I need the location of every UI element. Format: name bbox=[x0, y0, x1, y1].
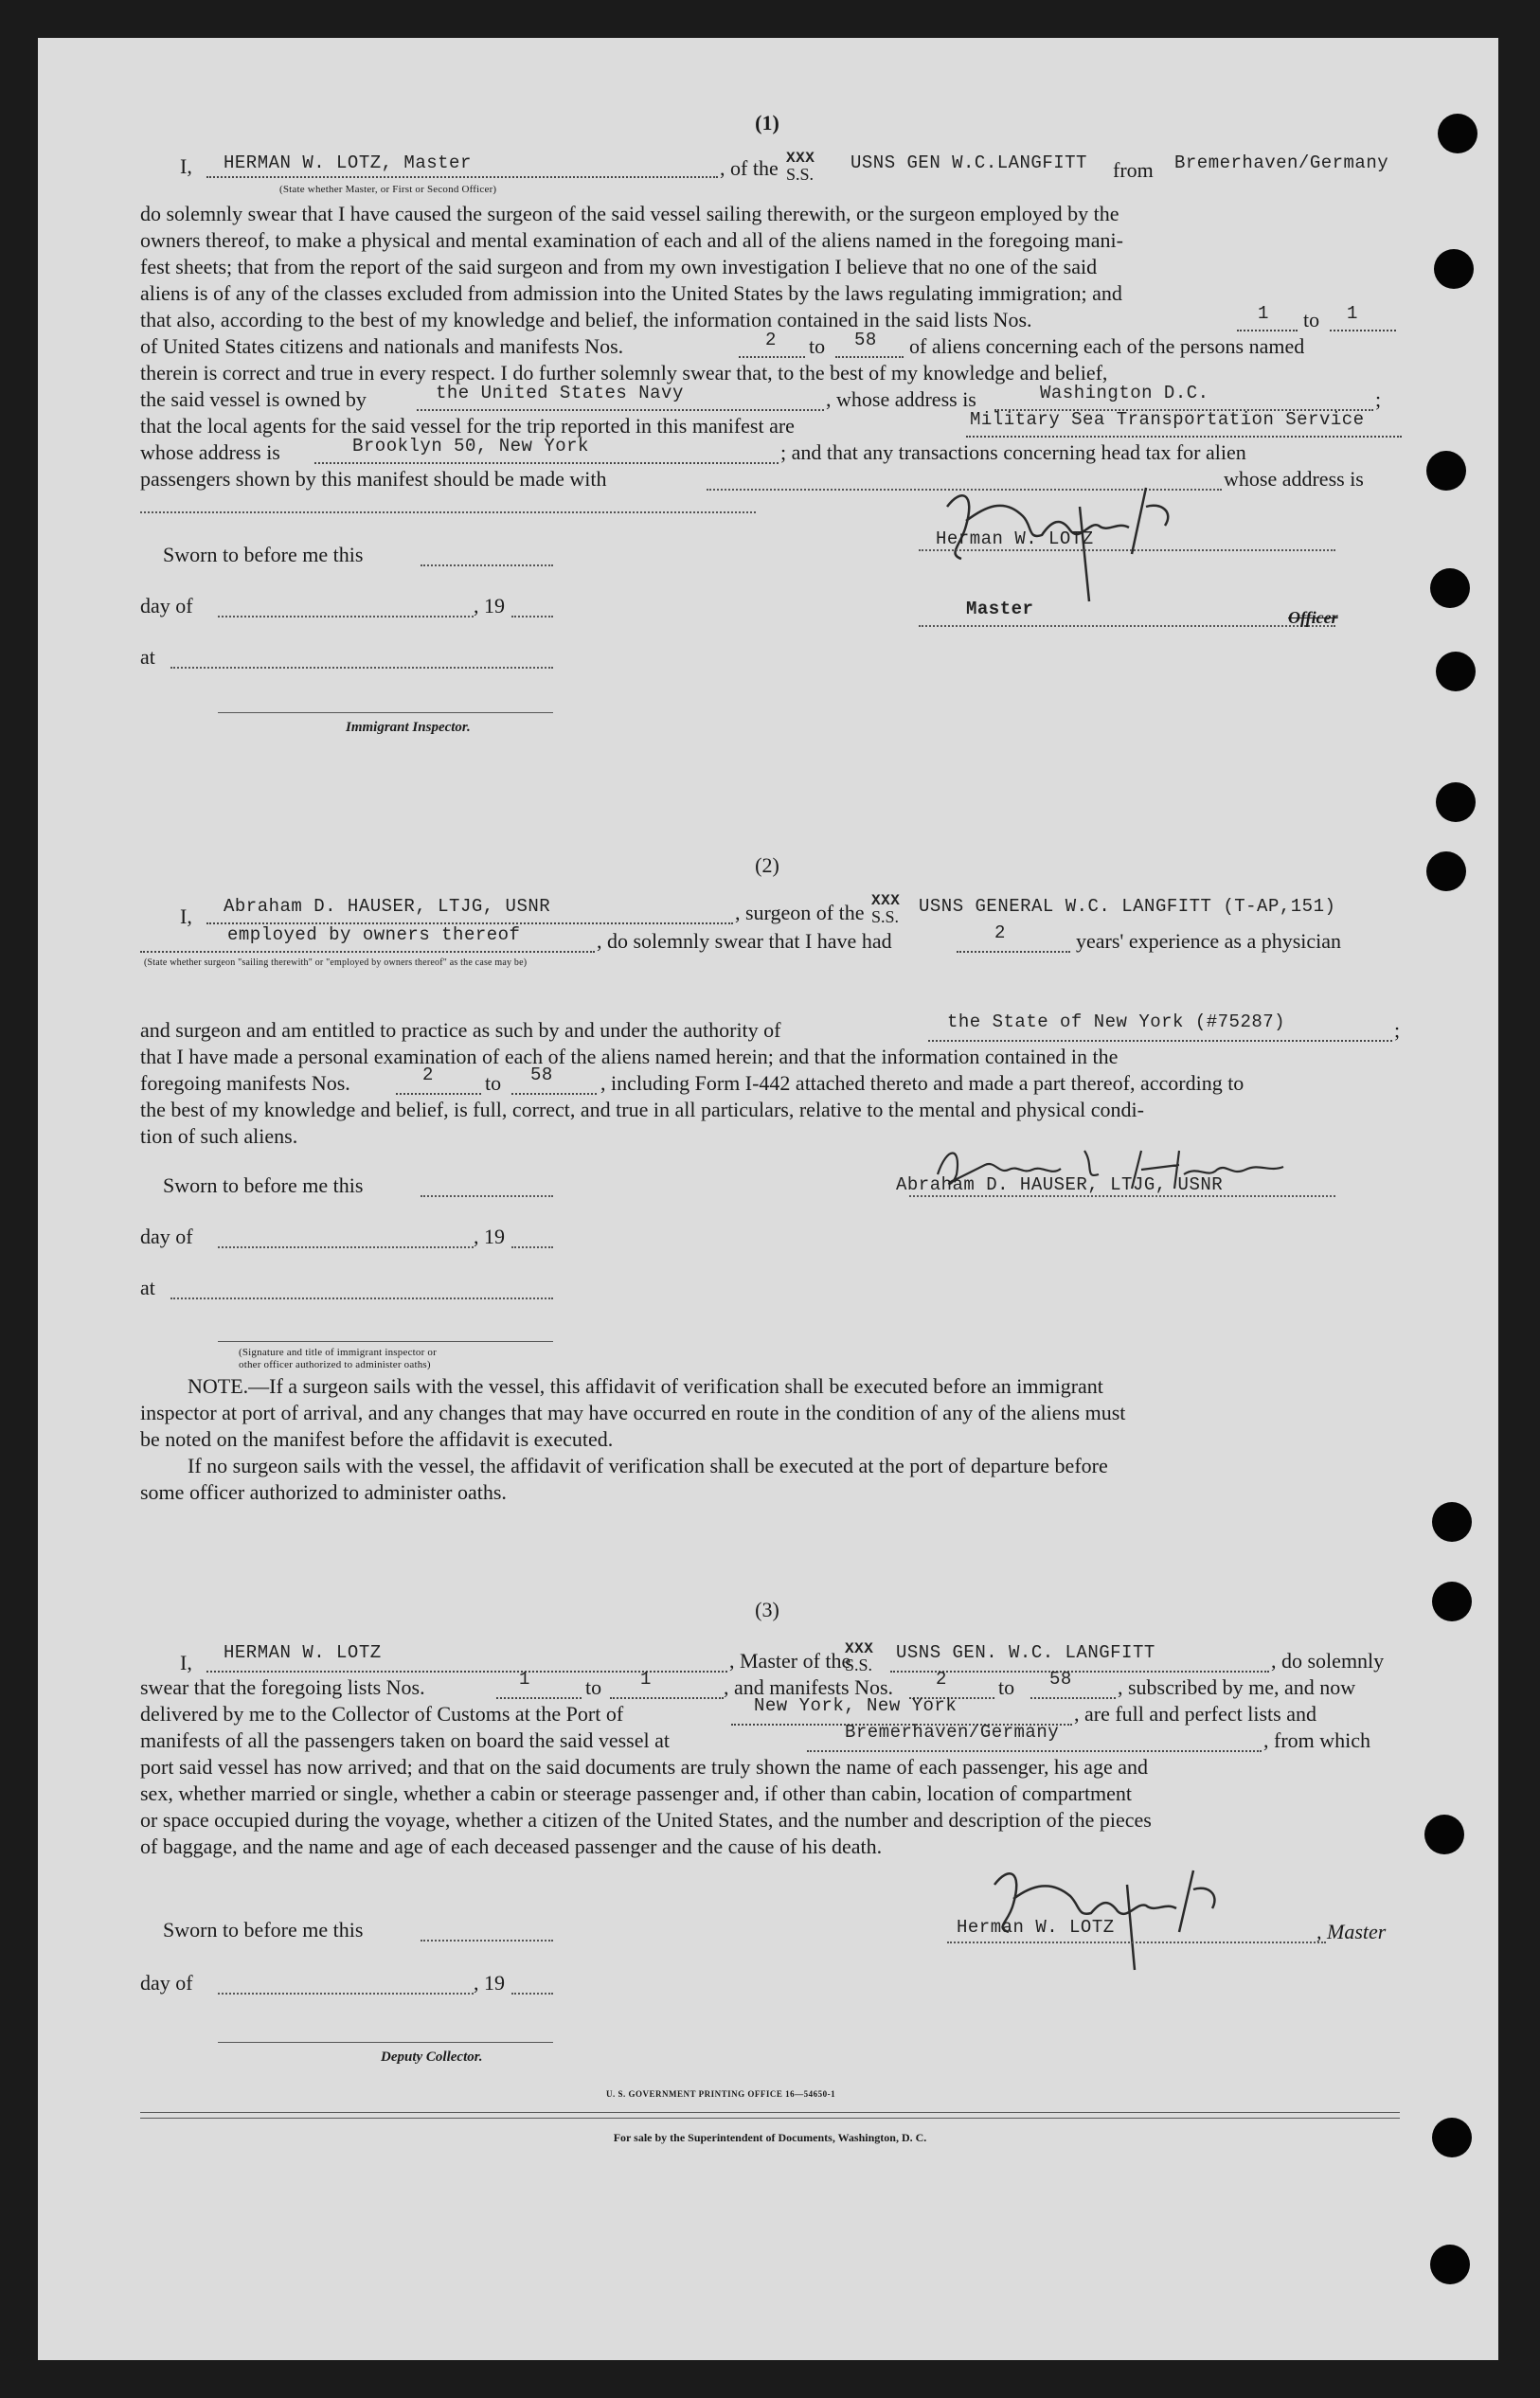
sale-note: For sale by the Superintendent of Documents, Washington, D. C. bbox=[613, 2131, 927, 2144]
printing-office: U. S. GOVERNMENT PRINTING OFFICE 16—54650-1 bbox=[606, 2089, 836, 2099]
lists-from-value: 1 bbox=[1258, 303, 1269, 324]
aliens-text: of aliens concerning each of the persons named bbox=[909, 334, 1305, 358]
year-line bbox=[511, 616, 553, 617]
knowledge-text: the best of my knowledge and belief, is full, correct, and true in all particulars, relative to the mental and physical condi- bbox=[140, 1098, 1144, 1121]
manifest-to-value: 58 bbox=[1049, 1669, 1072, 1690]
address-line bbox=[140, 511, 756, 513]
at-line bbox=[170, 1297, 553, 1299]
note-line: NOTE.—If a surgeon sails with the vessel, this affidavit of verification shall be executed before an immigrant bbox=[188, 1374, 1103, 1398]
passengers-text: passengers shown by this manifest should be made with bbox=[140, 467, 607, 491]
sworn-label: Sworn to before me this bbox=[163, 1173, 364, 1197]
lists-from-value: 1 bbox=[519, 1669, 530, 1690]
manifests-text: , and manifests Nos. bbox=[724, 1675, 894, 1699]
collector-line bbox=[218, 2042, 553, 2043]
punch-hole bbox=[1426, 851, 1466, 891]
punch-hole bbox=[1430, 568, 1470, 608]
surgeon-of-label: , surgeon of the bbox=[735, 901, 865, 924]
address-text: , whose address is bbox=[826, 387, 976, 411]
to-label: to bbox=[1303, 308, 1320, 331]
year-line bbox=[511, 1993, 553, 1995]
at-label: at bbox=[140, 1276, 155, 1299]
punch-hole bbox=[1424, 1815, 1464, 1854]
manifest-from-value: 2 bbox=[765, 330, 777, 350]
agents-address-value: Brooklyn 50, New York bbox=[352, 436, 589, 456]
departure-port-value: Bremerhaven/Germany bbox=[845, 1722, 1060, 1743]
year-label: , 19 bbox=[474, 1971, 505, 1995]
para-line: or space occupied during the voyage, whether a citizen of the United States, and the number and description of the pieces bbox=[140, 1808, 1152, 1832]
i-label: I, bbox=[180, 154, 192, 178]
agents-value: Military Sea Transportation Service bbox=[970, 409, 1365, 430]
authority-value: the State of New York (#75287) bbox=[947, 1011, 1286, 1032]
to-label: to bbox=[485, 1071, 502, 1095]
at-label: at bbox=[140, 645, 155, 669]
day-line bbox=[218, 1993, 474, 1995]
years-field bbox=[957, 928, 1070, 953]
full-text: , are full and perfect lists and bbox=[1074, 1702, 1316, 1726]
whose-address-text: whose address is bbox=[140, 440, 280, 464]
solemnly-text: , do solemnly bbox=[1271, 1649, 1385, 1673]
title-line bbox=[919, 625, 1335, 627]
section-1-paragraph bbox=[140, 201, 1400, 307]
lists-to-field bbox=[610, 1674, 724, 1699]
manifest-from-value: 2 bbox=[422, 1065, 434, 1085]
master-signer-typed: Herman W. LOTZ bbox=[957, 1917, 1115, 1938]
owner-address-value: Washington D.C. bbox=[1040, 383, 1209, 403]
employed-value: employed by owners thereof bbox=[227, 924, 521, 945]
experience-text: years' experience as a physician bbox=[1076, 929, 1342, 953]
manifest-from-value: 2 bbox=[936, 1669, 947, 1690]
head-tax-text: ; and that any transactions concerning head tax for alien bbox=[780, 440, 1246, 464]
vessel-name: USNS GEN. W.C. LANGFITT bbox=[896, 1642, 1155, 1663]
punch-hole bbox=[1436, 652, 1476, 691]
surgeon-signer-typed: Abraham D. HAUSER, LTJG, USNR bbox=[896, 1174, 1224, 1195]
para-line: sex, whether married or single, whether a cabin or steerage passenger and, if other than cabin, location of compartment bbox=[140, 1781, 1133, 1805]
ss-label: S.S. bbox=[786, 165, 815, 184]
sworn-line bbox=[421, 1940, 553, 1942]
of-the-label: , of the bbox=[720, 156, 779, 180]
from-label: from bbox=[1113, 158, 1154, 182]
subscribed-text: , subscribed by me, and now bbox=[1118, 1675, 1356, 1699]
day-of-label: day of bbox=[140, 1971, 193, 1995]
swear-text: , do solemnly swear that I have had bbox=[597, 929, 892, 953]
sworn-label: Sworn to before me this bbox=[163, 543, 364, 566]
departure-port: Bremerhaven/Germany bbox=[1174, 152, 1389, 173]
day-of-label: day of bbox=[140, 1225, 193, 1248]
officer-strike: Officer bbox=[1288, 608, 1338, 627]
sworn-label: Sworn to before me this bbox=[163, 1918, 364, 1942]
surgeon-sign-line bbox=[909, 1195, 1335, 1197]
para-line: aliens is of any of the classes excluded from admission into the United States by the laws regulating immigration; and bbox=[140, 281, 1122, 305]
day-of-label: day of bbox=[140, 594, 193, 617]
section-3-paragraph bbox=[140, 1754, 1400, 1860]
master-caption: (State whether Master, or First or Second Officer) bbox=[279, 184, 497, 195]
from-which-text: , from which bbox=[1263, 1728, 1371, 1752]
para-line: owners thereof, to make a physical and mental examination of each and all of the aliens named in the foregoing mani- bbox=[140, 228, 1123, 252]
ss-label: S.S. bbox=[845, 1655, 873, 1674]
punch-hole bbox=[1438, 114, 1477, 153]
para-line: port said vessel has now arrived; and that on the said documents are truly shown the name of each passenger, his age and bbox=[140, 1755, 1148, 1779]
i-label: I, bbox=[180, 904, 192, 928]
section-2-number: (2) bbox=[755, 853, 779, 877]
manifests-all-text: manifests of all the passengers taken on board the said vessel at bbox=[140, 1728, 671, 1752]
ss-strike: XXX bbox=[871, 892, 901, 909]
whose-address-is-text: whose address is bbox=[1224, 467, 1364, 491]
master-signer-typed: Herman W. LOTZ bbox=[936, 528, 1094, 549]
oath-line bbox=[218, 1341, 553, 1342]
manifest-to-field bbox=[1030, 1674, 1116, 1699]
master-title-typed: Master bbox=[966, 599, 1034, 619]
para-line: of baggage, and the name and age of each deceased passenger and the cause of his death. bbox=[140, 1834, 883, 1858]
such-text: tion of such aliens. bbox=[140, 1124, 298, 1148]
authority-text: and surgeon and am entitled to practice as such by and under the authority of bbox=[140, 1018, 781, 1042]
inspector-caption: Immigrant Inspector. bbox=[346, 720, 471, 735]
footer-rule bbox=[140, 2118, 1400, 2119]
footer-rule bbox=[140, 2112, 1400, 2113]
manifest-from-field bbox=[396, 1070, 481, 1095]
oath-caption-2: other officer authorized to administer oaths) bbox=[239, 1359, 431, 1370]
master-caption: , Master bbox=[1316, 1920, 1387, 1943]
punch-hole bbox=[1430, 2245, 1470, 2284]
note-line: some officer authorized to administer oaths. bbox=[140, 1480, 507, 1504]
owner-value: the United States Navy bbox=[436, 383, 684, 403]
oath-caption-1: (Signature and title of immigrant inspector or bbox=[239, 1347, 437, 1358]
port-value: New York, New York bbox=[754, 1695, 958, 1716]
vessel-name: USNS GEN W.C.LANGFITT bbox=[851, 152, 1087, 173]
employed-caption: (State whether surgeon "sailing therewith" or "employed by owners thereof" as the case may be) bbox=[144, 957, 528, 968]
at-line bbox=[170, 667, 553, 669]
punch-hole bbox=[1436, 782, 1476, 822]
i-label: I, bbox=[180, 1651, 192, 1674]
ss-label: S.S. bbox=[871, 907, 900, 926]
lists-from-field bbox=[496, 1674, 582, 1699]
exam-text: that I have made a personal examination of each of the aliens named herein; and that the information contained in the bbox=[140, 1045, 1119, 1068]
master-sign-line bbox=[919, 549, 1335, 551]
collector-caption: Deputy Collector. bbox=[381, 2049, 483, 2065]
sworn-line bbox=[421, 1195, 553, 1197]
note-line: inspector at port of arrival, and any changes that may have occurred en route in the condition of any of the aliens must bbox=[140, 1401, 1126, 1424]
manifest-page: (1) I, HERMAN W. LOTZ, Master (State whether Master, or First or Second Officer) , of the XXX S.S. USNS GEN W.C.LANGFITT from Bremerhaven/Germany do solemnly swear that I have caused the surgeon of the said vessel sailing therewith, or the surgeon employed by the owners thereof, to make a physical and mental examination of each and all of the aliens named in the foregoing mani- fest sheets; that from the report of the said surgeon and from my own investigation I believe that no one of the said aliens is of any of the classes excluded from admission into the United States by the laws regulating immigration; and that also, according to the best of my knowledge and belief, the information contained in the said lists Nos. 1 to 1 of United States citizens and nationals and manifests Nos. 2 to 58 of aliens concerning each of the persons named therein is correct and true in every respect. I do further solemnly swear that, to the best of my knowledge and belief, the said vessel is owned by the United States Navy , whose address is Washington D.C. ; that the local agents for the said vessel for the trip reported in this manifest are Military Sea Transportation Service whose address is Brooklyn 50, New York ; and that any transactions concerning head tax for alien passengers shown by this manifest should be made with whose address is Sworn to before me this day of , 19 at Immigrant Inspector. Herman W. LOTZ Master Officer (2) I, Abraham D. HAUSER, LTJG, USNR , surgeon of the XXX S.S. USNS GENERAL W.C. LANGFITT (T-AP,151) employed by owners thereof , do solemnly swear that I have had 2 years' experience as a physician (State whether surgeon "sailing therewith" or "employed by owners thereof" as the case may be) and surgeon and am entitled to practice as such by and under the authority of the State of New York (#75287) ; that I have made a personal examination of each of the aliens named herein; and that the information contained in the foregoing manifests Nos. 2 to 58 , including Form I-442 attached thereto and made a part thereof, according to the best of my knowledge and belief, is full, correct, and true in all particulars, relative to the mental and physical condi- tion of such aliens. Sworn to before me this day of , 19 at (Signature and title of immigrant inspector or other officer authorized to administer oaths) Abraham D. HAUSER, LTJG, USNR NOTE.—If a surgeon sails with the vessel, this affidavit of verification shall be executed before an immigrant inspector at port of arrival, and any changes that may have occurred en route in the condition of any of the aliens must be noted on the manifest before the affidavit is executed. If no surgeon sails with the vessel, the affidavit of verification shall be executed at the port of departure before some officer authorized to administer oaths. (3) I, HERMAN W. LOTZ , Master of the XXX S.S. USNS GEN. W.C. LANGFITT , do solemnly swear that the foregoing lists Nos. 1 to 1 , and manifests Nos. 2 to 58 , subscribed by me, and now delivered by me to the Collector of Customs at the Port of New York, New York , are full and perfect lists and manifests of all the passengers taken on board the said vessel at Bremerhaven/Germany , from which port said vessel has now arrived; and that on the said documents are truly shown the name of each passenger, his age and sex, whether married or single, whether a cabin or steerage passenger and, if other than cabin, location of compartment or space occupied during the voyage, whether a citizen of the United States, and the number and description of the pieces of baggage, and the name and age of each deceased passenger and the cause of his death. Sworn to before me this day of , 19 Deputy Collector. Herman W. LOTZ , Master U. S. GOVERNMENT PRINTING OFFICE 16—54650-1 For sale by the Superintendent of Documents, Washington, D. C. bbox=[38, 38, 1498, 2360]
note-line: be noted on the manifest before the affidavit is executed. bbox=[140, 1427, 614, 1451]
to-label: to bbox=[809, 334, 826, 358]
including-text: , including Form I-442 attached thereto and made a part thereof, according to bbox=[600, 1071, 1245, 1095]
swear-text: swear that the foregoing lists Nos. bbox=[140, 1675, 425, 1699]
to-label: to bbox=[585, 1675, 602, 1699]
surgeon-name-value: Abraham D. HAUSER, LTJG, USNR bbox=[224, 896, 551, 917]
year-label: , 19 bbox=[474, 1225, 505, 1248]
note-paragraph bbox=[140, 1373, 1400, 1506]
punch-hole bbox=[1432, 2118, 1472, 2157]
ss-strike: XXX bbox=[786, 150, 815, 167]
foregoing-text: foregoing manifests Nos. bbox=[140, 1071, 350, 1095]
to-label: to bbox=[998, 1675, 1015, 1699]
ss-strike: XXX bbox=[845, 1640, 874, 1657]
para-line: do solemnly swear that I have caused the surgeon of the said vessel sailing therewith, or the surgeon employed by the bbox=[140, 202, 1119, 225]
master-name-value: HERMAN W. LOTZ bbox=[224, 1642, 382, 1663]
punch-hole bbox=[1432, 1502, 1472, 1542]
manifest-to-field bbox=[511, 1070, 597, 1095]
section-1-number: (1) bbox=[755, 111, 779, 134]
delivered-text: delivered by me to the Collector of Customs at the Port of bbox=[140, 1702, 624, 1726]
year-label: , 19 bbox=[474, 594, 505, 617]
inspector-line bbox=[218, 712, 553, 713]
citizens-text: of United States citizens and nationals and manifests Nos. bbox=[140, 334, 624, 358]
punch-hole bbox=[1432, 1582, 1472, 1621]
sworn-line bbox=[421, 564, 553, 566]
punch-hole bbox=[1434, 249, 1474, 289]
master-of-label: , Master of the bbox=[729, 1649, 851, 1673]
agents-text: that the local agents for the said vessel for the trip reported in this manifest are bbox=[140, 414, 795, 438]
owned-text: the said vessel is owned by bbox=[140, 387, 367, 411]
note-line: If no surgeon sails with the vessel, the affidavit of verification shall be executed at the port of departure before bbox=[188, 1454, 1108, 1477]
master-sign-line bbox=[947, 1942, 1326, 1943]
punch-hole bbox=[1426, 451, 1466, 491]
section-3-number: (3) bbox=[755, 1598, 779, 1621]
lists-to-value: 1 bbox=[1347, 303, 1358, 324]
day-line bbox=[218, 1246, 474, 1248]
para-line: fest sheets; that from the report of the said surgeon and from my own investigation I believe that no one of the said bbox=[140, 255, 1098, 278]
correct-text: therein is correct and true in every respect. I do further solemnly swear that, to the best of my knowledge and belief, bbox=[140, 361, 1108, 385]
manifest-to-value: 58 bbox=[530, 1065, 553, 1085]
day-line bbox=[218, 616, 474, 617]
lists-to-field bbox=[1330, 307, 1396, 331]
year-line bbox=[511, 1246, 553, 1248]
lists-to-value: 1 bbox=[640, 1669, 652, 1690]
manifest-to-value: 58 bbox=[854, 330, 877, 350]
years-value: 2 bbox=[994, 922, 1006, 943]
master-name-value: HERMAN W. LOTZ, Master bbox=[224, 152, 472, 173]
vessel-name: USNS GENERAL W.C. LANGFITT (T-AP,151) bbox=[919, 896, 1336, 917]
lists-text: that also, according to the best of my knowledge and belief, the information contained in the said lists Nos. bbox=[140, 308, 1032, 331]
